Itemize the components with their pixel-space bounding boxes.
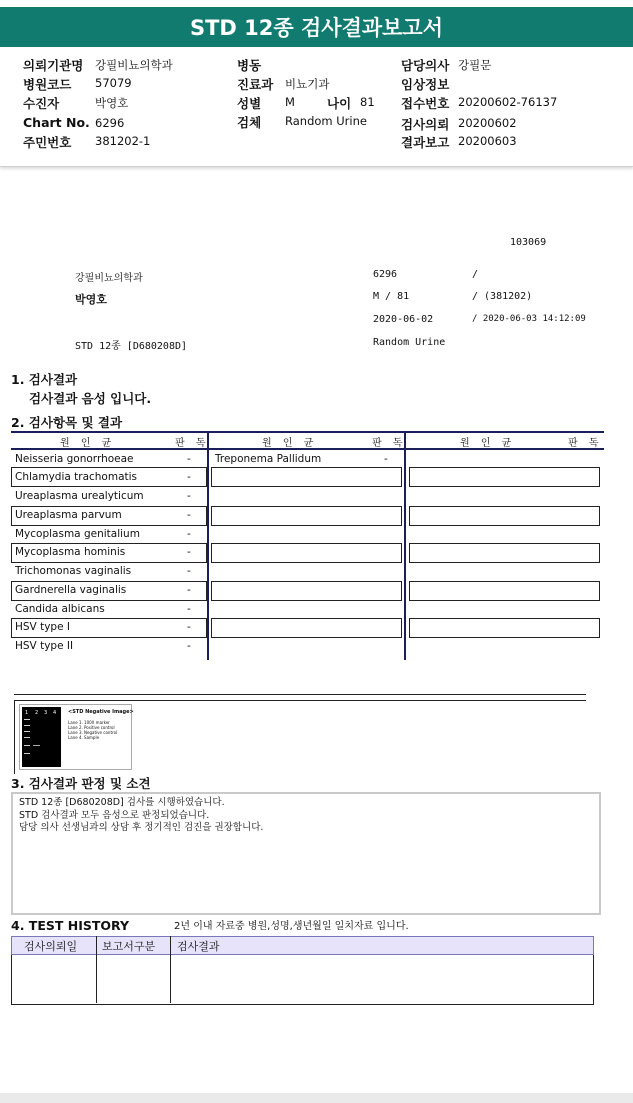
history-col-request-date: 검사의뢰일 [24,940,78,953]
info-test-name: STD 12종 [D680208D] [75,341,188,352]
header-value: 강필문 [458,58,492,72]
organism-name: Candida albicans [15,603,105,615]
header-value: 381202-1 [95,134,151,148]
table-row-box [409,581,600,601]
header-value: 20200602 [458,116,517,130]
header-label: 병동 [237,58,262,73]
organism-name: Treponema Pallidum [215,453,322,465]
opinion-line: STD 검사결과 모두 음성으로 판정되었습니다. [19,810,210,821]
header-label: 검체 [237,115,262,130]
organism-result: - [187,546,191,558]
header-label: 의뢰기관명 [23,58,84,73]
header-label: 담당의사 [401,58,450,73]
col-header-organism: 원 인 균 [262,438,318,449]
header-value: 강필비뇨의학과 [95,58,173,72]
table-row-box [409,506,600,526]
history-col-divider [96,936,97,1003]
header-label: 병원코드 [23,77,72,92]
header-label: 임상정보 [401,77,450,92]
header-label: 주민번호 [23,135,72,150]
organism-result: - [187,565,191,577]
header-value: 6296 [95,116,125,130]
opinion-line: STD 12종 [D680208D] 검사를 시행하였습니다. [19,797,225,808]
table-row-box [211,618,402,638]
table-row-box [409,467,600,487]
organism-name: Trichomonas vaginalis [15,565,132,577]
gel-legend: Lane 3. Negative control [68,730,118,735]
gel-panel-rule [14,694,586,695]
organism-result: - [187,471,191,483]
organism-name: Gardnerella vaginalis [15,584,127,596]
table-row-box [211,506,402,526]
info-specimen: Random Urine [373,337,446,348]
organism-result: - [187,584,191,596]
organism-result: - [187,509,191,521]
section3-title: 3. 검사결과 판정 및 소견 [11,776,151,791]
col-header-result: 판 독 [175,438,210,449]
gel-legend: Lane 4. Sample [68,735,100,740]
gel-image [22,707,61,767]
col-header-result: 판 독 [372,438,407,449]
gel-legend: Lane 2. Positive control [68,725,115,730]
table-column-divider [404,431,406,660]
info-receive-date: 2020-06-02 [373,314,434,325]
organism-result: - [187,453,191,465]
organism-name: Chlamydia trachomatis [15,471,138,483]
table-top-rule [11,431,604,433]
header-label: 성별 [237,96,262,111]
history-col-report-type: 보고서구분 [102,940,156,953]
organism-name: Ureaplasma urealyticum [15,490,144,502]
header-value: M [285,95,295,109]
section2-title: 2. 검사항목 및 결과 [11,415,123,430]
info-separator: / [472,269,479,280]
gel-lane-label: 3 [44,710,48,716]
header-value: 81 [360,95,375,109]
organism-result: - [187,640,191,652]
gel-bands [22,707,61,767]
info-institution: 강필비뇨의학과 [75,273,143,284]
col-header-organism: 원 인 균 [460,438,516,449]
organism-result: - [187,490,191,502]
info-resno: / (381202) [472,291,533,302]
header-label: 접수번호 [401,96,450,111]
organism-result: - [187,621,191,633]
header-value: 57079 [95,76,132,90]
section1-title: 1. 검사결과 [11,372,78,387]
header-label: Chart No. [23,115,90,130]
header-label: 나이 [327,96,352,111]
section4-title: 4. TEST HISTORY [11,918,130,933]
organism-name: Mycoplasma hominis [15,546,126,558]
organism-name: Ureaplasma parvum [15,509,122,521]
info-chart: 6296 [373,269,398,280]
gel-lane-label: 2 [35,710,39,716]
gel-lane-label: 4 [53,710,57,716]
header-value: 박영호 [95,96,129,110]
header-label: 진료과 [237,77,274,92]
info-report-date: / 2020-06-03 14:12:09 [472,314,586,324]
report-code: 103069 [510,237,547,248]
table-column-divider [207,431,209,660]
col-header-result: 판 독 [568,438,603,449]
organism-name: HSV type I [15,621,70,633]
header-value: Random Urine [285,114,367,128]
history-col-result: 검사결과 [177,940,220,953]
history-header-row [11,936,594,955]
organism-name: HSV type II [15,640,74,652]
table-row-box [409,543,600,563]
header-label: 검사의뢰 [401,117,450,132]
table-row-box [409,618,600,638]
organism-result: - [384,453,388,465]
opinion-line: 담당 의사 선생님과의 상담 후 정기적인 검진을 권장합니다. [19,822,264,833]
header-value: 20200603 [458,134,517,148]
result-summary: 검사결과 음성 입니다. [29,391,152,406]
report-title: STD 12종 검사결과보고서 [0,7,633,47]
table-row-box [211,543,402,563]
table-row-box [211,467,402,487]
organism-name: Neisseria gonorrhoeae [15,453,134,465]
col-header-organism: 원 인 균 [60,438,116,449]
gel-title: <STD Negative Image> [68,709,134,715]
organism-name: Mycoplasma genitalium [15,528,140,540]
header-value: 20200602-76137 [458,95,558,109]
organism-result: - [187,603,191,615]
gel-lane-label: 1 [25,710,29,716]
organism-result: - [187,528,191,540]
header-label: 결과보고 [401,135,450,150]
table-row-box [211,581,402,601]
history-note: 2년 이내 자료중 병원,성명,생년월일 일치자료 입니다. [174,921,409,932]
info-patient: 박영호 [75,293,107,306]
header-value: 비뇨기과 [285,77,330,91]
info-sex-age: M / 81 [373,291,410,302]
history-col-divider [170,936,171,1003]
header-label: 수진자 [23,96,60,111]
gel-legend: Lane 1. 100X marker [68,720,110,725]
page-footer-band [0,1093,633,1103]
